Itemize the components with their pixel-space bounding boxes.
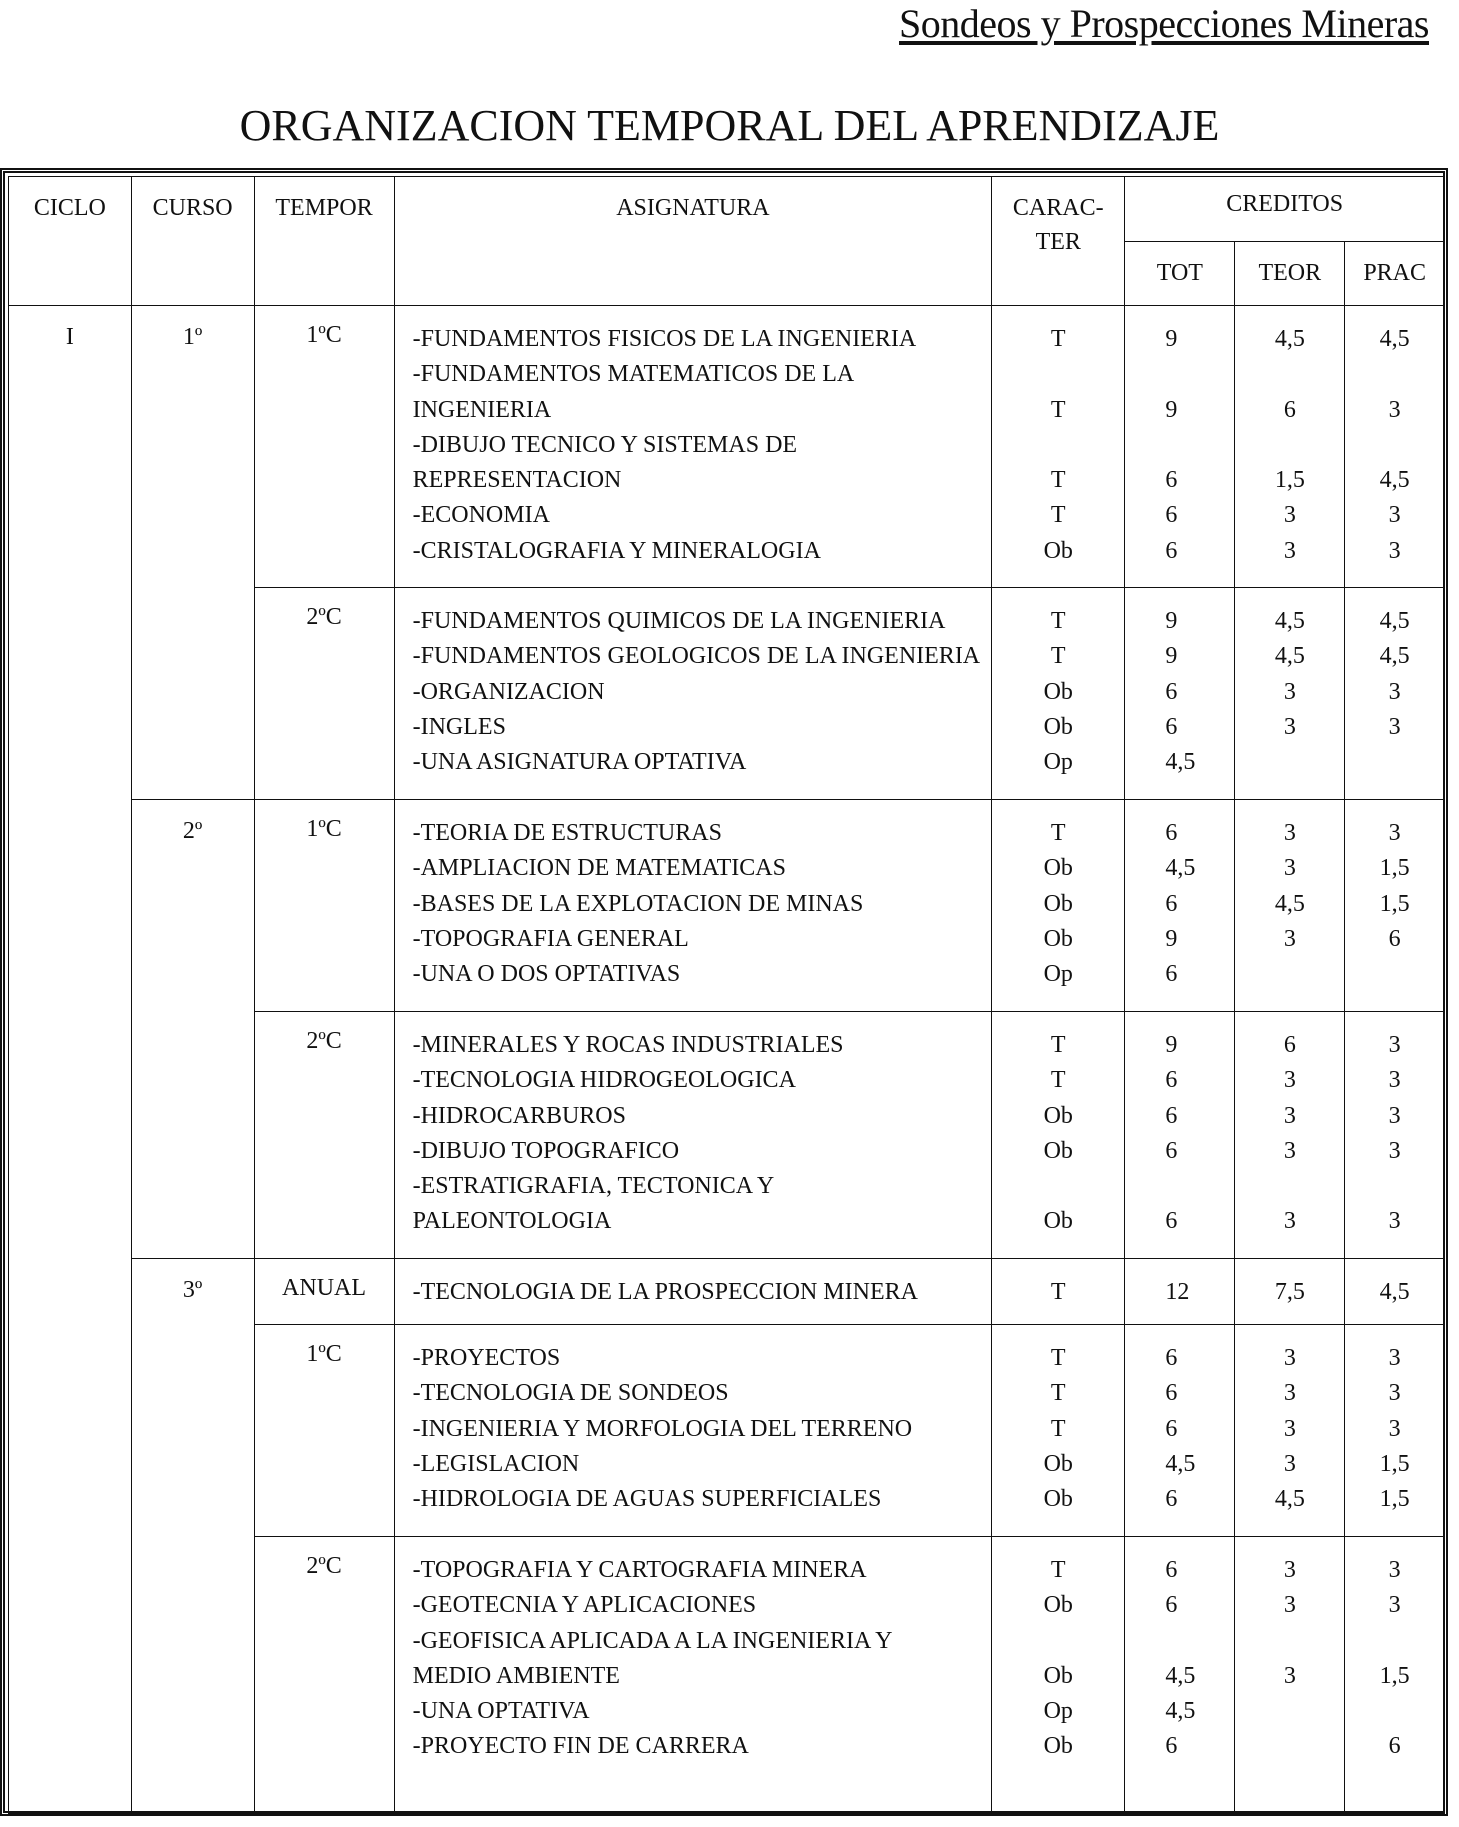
subject-line: -AMPLIACION DE MATEMATICAS [412, 855, 786, 882]
caracter-value: T [1050, 467, 1066, 494]
curso-cell: 1º [131, 306, 254, 800]
teor-value: 3 [1283, 1450, 1296, 1477]
prac-value: 4,5 [1379, 467, 1410, 494]
subject-line: -TECNOLOGIA DE LA PROSPECCION MINERA [412, 1279, 918, 1305]
teor-value [1235, 1694, 1344, 1729]
tot-cell [1125, 1259, 1235, 1325]
tot-value: 12 [1165, 1279, 1190, 1305]
prac-value: 4,5 [1379, 1279, 1410, 1305]
teor-value [1235, 957, 1344, 992]
teor-value: 7,5 [1274, 1279, 1305, 1305]
tot-value: 6 [1165, 1380, 1178, 1407]
caracter-value: Ob [1043, 1733, 1073, 1760]
prac-value: 6 [1388, 925, 1401, 952]
teor-value: 3 [1283, 1662, 1296, 1689]
tot-cell [1125, 800, 1235, 1012]
caracter-value: Ob [1043, 678, 1073, 705]
subject-line: -BASES DE LA EXPLOTACION DE MINAS [412, 890, 864, 917]
caracter-value: T [1050, 502, 1066, 529]
teor-value: 6 [1283, 1032, 1296, 1058]
caracter-value: Ob [1043, 1208, 1073, 1235]
subject-line: -ECONOMIA [412, 502, 550, 529]
teor-cell [1235, 1537, 1345, 1814]
group-row [9, 1259, 1445, 1325]
tempor-cell: ANUAL [254, 1259, 394, 1325]
prac-value: 3 [1388, 1345, 1401, 1371]
prac-value: 1,5 [1379, 1662, 1410, 1689]
caracter-value: Ob [1043, 537, 1073, 564]
prac-cell [1345, 588, 1445, 800]
page-title: ORGANIZACION TEMPORAL DEL APRENDIZAJE [239, 101, 1220, 150]
tempor-cell: 2ºC [254, 588, 394, 800]
caracter-cell [992, 1537, 1125, 1814]
teor-value: 4,5 [1274, 890, 1305, 917]
teor-value: 4,5 [1274, 1486, 1305, 1513]
teor-value [1235, 1169, 1344, 1204]
subject-line: -TOPOGRAFIA GENERAL [412, 925, 689, 952]
caracter-value: T [1050, 1067, 1066, 1094]
prac-value [1345, 1624, 1444, 1659]
teor-value: 3 [1283, 678, 1296, 705]
subject-line: MEDIO AMBIENTE [412, 1662, 620, 1689]
tot-value [1165, 428, 1234, 463]
tot-value: 6 [1165, 1137, 1178, 1164]
caracter-value: Ob [1043, 890, 1073, 917]
schedule-table [8, 176, 1445, 1814]
teor-cell [1235, 800, 1345, 1012]
tot-value: 6 [1165, 678, 1178, 705]
teor-value: 6 [1283, 396, 1296, 423]
ciclo-cell: I [9, 306, 132, 1814]
subject-cell [394, 588, 992, 800]
caracter-cell [992, 1012, 1125, 1259]
prac-value [1345, 1694, 1444, 1729]
tot-value: 4,5 [1165, 855, 1196, 882]
teor-value: 3 [1283, 1345, 1296, 1371]
prac-value: 3 [1388, 1208, 1401, 1235]
subject-line: -FUNDAMENTOS GEOLOGICOS DE LA INGENIERIA [412, 643, 981, 670]
prac-value: 6 [1388, 1733, 1401, 1760]
subject-line: -UNA ASIGNATURA OPTATIVA [412, 749, 747, 776]
tot-value: 6 [1165, 1102, 1178, 1129]
teor-cell [1235, 306, 1345, 588]
col-teor-header: TEOR [1235, 242, 1345, 306]
tot-value: 6 [1165, 890, 1178, 917]
subject-line: -TOPOGRAFIA Y CARTOGRAFIA MINERA [412, 1557, 867, 1583]
prac-value: 3 [1388, 713, 1401, 740]
caracter-value: T [1050, 820, 1066, 846]
teor-cell [1235, 1012, 1345, 1259]
tot-value: 6 [1165, 467, 1178, 494]
subject-line: -PROYECTO FIN DE CARRERA [412, 1733, 749, 1760]
caracter-value: Ob [1043, 1592, 1073, 1619]
tempor-cell: 1ºC [254, 306, 394, 588]
subject-line: -UNA OPTATIVA [412, 1698, 590, 1725]
teor-value: 3 [1283, 1592, 1296, 1619]
prac-value [1345, 428, 1444, 463]
subject-line: -FUNDAMENTOS MATEMATICOS DE LA [412, 361, 855, 388]
subject-cell [394, 1259, 992, 1325]
tempor-cell: 2ºC [254, 1012, 394, 1259]
prac-value: 4,5 [1379, 608, 1410, 634]
subject-line: -UNA O DOS OPTATIVAS [412, 961, 681, 988]
teor-value: 3 [1283, 1067, 1296, 1094]
caracter-value: Ob [1043, 1102, 1073, 1129]
prac-value: 3 [1388, 820, 1401, 846]
tot-cell [1125, 1012, 1235, 1259]
prac-value: 3 [1388, 1592, 1401, 1619]
teor-value: 3 [1283, 1137, 1296, 1164]
teor-value [1235, 357, 1344, 392]
caracter-value: Op [1043, 961, 1073, 988]
tot-value: 6 [1165, 1067, 1178, 1094]
subject-line: -FUNDAMENTOS QUIMICOS DE LA INGENIERIA [412, 608, 946, 634]
caracter-cell [992, 1325, 1125, 1537]
tot-value: 6 [1165, 1486, 1178, 1513]
teor-value: 3 [1283, 1208, 1296, 1235]
prac-value: 3 [1388, 1557, 1401, 1583]
subject-line: -DIBUJO TOPOGRAFICO [412, 1137, 680, 1164]
curso-cell: 2º [131, 800, 254, 1259]
subject-line: -DIBUJO TECNICO Y SISTEMAS DE [412, 431, 798, 458]
caracter-cell [992, 800, 1125, 1012]
teor-cell [1235, 588, 1345, 800]
caracter-value [992, 428, 1124, 463]
teor-value: 3 [1283, 537, 1296, 564]
caracter-value: T [1050, 1380, 1066, 1407]
teor-cell [1235, 1325, 1345, 1537]
tempor-cell: 1ºC [254, 1325, 394, 1537]
caracter-cell [992, 1259, 1125, 1325]
teor-value: 3 [1283, 820, 1296, 846]
tot-value: 9 [1165, 396, 1178, 423]
caracter-line-2: TER [1035, 229, 1081, 255]
tot-value: 6 [1165, 713, 1178, 740]
tot-cell [1125, 1325, 1235, 1537]
tot-value: 4,5 [1165, 1450, 1196, 1477]
prac-value [1345, 357, 1444, 392]
col-creditos-header: CREDITOS [1125, 177, 1445, 242]
tot-value: 6 [1165, 1592, 1178, 1619]
tot-value: 6 [1165, 502, 1178, 529]
tot-value: 6 [1165, 1208, 1178, 1235]
subject-line: -TEORIA DE ESTRUCTURAS [412, 820, 722, 846]
teor-value: 4,5 [1274, 643, 1305, 670]
subject-line: -GEOFISICA APLICADA A LA INGENIERIA Y [412, 1627, 893, 1654]
prac-value [1345, 957, 1444, 992]
subject-line: -INGENIERIA Y MORFOLOGIA DEL TERRENO [412, 1415, 913, 1442]
prac-value: 1,5 [1379, 890, 1410, 917]
subject-line: -ORGANIZACION [412, 678, 605, 705]
tot-value: 6 [1165, 537, 1178, 564]
running-header: Sondeos y Prospecciones Mineras [899, 1, 1429, 46]
teor-value: 3 [1283, 1415, 1296, 1442]
col-prac-header: PRAC [1345, 242, 1445, 306]
tot-value: 6 [1165, 1557, 1178, 1583]
prac-value: 3 [1388, 502, 1401, 529]
caracter-value [992, 357, 1124, 392]
teor-value: 3 [1283, 1557, 1296, 1583]
teor-value: 4,5 [1274, 326, 1305, 352]
tot-value: 4,5 [1165, 1662, 1196, 1689]
teor-cell [1235, 1259, 1345, 1325]
tot-value: 9 [1165, 1032, 1178, 1058]
prac-value: 3 [1388, 678, 1401, 705]
caracter-value: T [1050, 608, 1066, 634]
prac-value: 3 [1388, 537, 1401, 564]
teor-value: 3 [1283, 925, 1296, 952]
subject-line: -CRISTALOGRAFIA Y MINERALOGIA [412, 537, 821, 564]
col-asignatura-header: ASIGNATURA [394, 177, 992, 306]
prac-value: 1,5 [1379, 1450, 1410, 1477]
subject-line: -MINERALES Y ROCAS INDUSTRIALES [412, 1032, 844, 1058]
teor-value: 3 [1283, 713, 1296, 740]
caracter-value: T [1050, 1279, 1066, 1305]
caracter-value [992, 1624, 1124, 1659]
teor-value: 3 [1283, 1102, 1296, 1129]
caracter-value: T [1050, 643, 1066, 670]
prac-cell [1345, 1259, 1445, 1325]
col-ciclo-header: CICLO [9, 177, 132, 306]
subject-line: -TECNOLOGIA DE SONDEOS [412, 1380, 729, 1407]
caracter-value: T [1050, 326, 1066, 352]
tot-value: 9 [1165, 643, 1178, 670]
subject-line: INGENIERIA [412, 396, 552, 423]
caracter-value: Ob [1043, 1137, 1073, 1164]
group-row [9, 306, 1445, 588]
tot-value: 9 [1165, 608, 1178, 634]
col-curso-header: CURSO [131, 177, 254, 306]
prac-value: 3 [1388, 1415, 1401, 1442]
teor-value [1235, 428, 1344, 463]
prac-value: 1,5 [1379, 855, 1410, 882]
caracter-value: T [1050, 396, 1066, 423]
tot-value: 6 [1165, 1345, 1178, 1371]
tot-cell [1125, 1537, 1235, 1814]
caracter-value: T [1050, 1345, 1066, 1371]
tot-value: 9 [1165, 326, 1178, 352]
tot-value: 9 [1165, 925, 1178, 952]
tot-value: 6 [1165, 1415, 1178, 1442]
caracter-value: Op [1043, 749, 1073, 776]
tot-cell [1125, 588, 1235, 800]
subject-line: -ESTRATIGRAFIA, TECTONICA Y [412, 1173, 775, 1200]
tot-cell [1125, 306, 1235, 588]
prac-value: 3 [1388, 396, 1401, 423]
subject-cell [394, 800, 992, 1012]
prac-cell [1345, 800, 1445, 1012]
prac-value: 4,5 [1379, 326, 1410, 352]
caracter-cell [992, 588, 1125, 800]
tot-value: 4,5 [1165, 749, 1196, 776]
caracter-value: T [1050, 1415, 1066, 1442]
teor-value [1235, 1624, 1344, 1659]
tot-value: 6 [1165, 1733, 1178, 1760]
teor-value: 3 [1283, 502, 1296, 529]
tempor-cell: 1ºC [254, 800, 394, 1012]
caracter-value: T [1050, 1557, 1066, 1583]
subject-line: PALEONTOLOGIA [412, 1208, 612, 1235]
teor-value: 1,5 [1274, 467, 1305, 494]
subject-line: -GEOTECNIA Y APLICACIONES [412, 1592, 757, 1619]
prac-cell [1345, 1325, 1445, 1537]
subject-line: REPRESENTACION [412, 467, 622, 494]
prac-cell [1345, 1012, 1445, 1259]
teor-value: 3 [1283, 855, 1296, 882]
tot-value [1165, 1169, 1234, 1204]
subject-line: -LEGISLACION [412, 1450, 580, 1477]
prac-value: 3 [1388, 1102, 1401, 1129]
tot-value: 6 [1165, 961, 1178, 988]
subject-line: -INGLES [412, 713, 506, 740]
tot-value: 6 [1165, 820, 1178, 846]
table-frame [0, 168, 1448, 1816]
subject-line: -TECNOLOGIA HIDROGEOLOGICA [412, 1067, 796, 1094]
prac-cell [1345, 1537, 1445, 1814]
teor-value: 4,5 [1274, 608, 1305, 634]
caracter-value: Ob [1043, 1662, 1073, 1689]
group-row [9, 800, 1445, 1012]
subject-cell [394, 1325, 992, 1537]
caracter-value [992, 1169, 1124, 1204]
prac-value [1345, 745, 1444, 780]
subject-line: -FUNDAMENTOS FISICOS DE LA INGENIERIA [412, 326, 917, 352]
col-caracter-header [992, 177, 1125, 306]
prac-value: 1,5 [1379, 1486, 1410, 1513]
caracter-line-1: CARAC- [1012, 195, 1104, 221]
tempor-cell: 2ºC [254, 1537, 394, 1814]
teor-value: 3 [1283, 1380, 1296, 1407]
header-row [9, 177, 1445, 242]
prac-value: 4,5 [1379, 643, 1410, 670]
caracter-value: Ob [1043, 855, 1073, 882]
subject-line: -PROYECTOS [412, 1345, 561, 1371]
prac-cell [1345, 306, 1445, 588]
tot-value: 4,5 [1165, 1698, 1196, 1725]
caracter-value: Ob [1043, 713, 1073, 740]
col-tempor-header: TEMPOR [254, 177, 394, 306]
prac-value: 3 [1388, 1380, 1401, 1407]
prac-value [1345, 1169, 1444, 1204]
caracter-cell [992, 306, 1125, 588]
subject-cell [394, 1012, 992, 1259]
caracter-value: Op [1043, 1698, 1073, 1725]
teor-value [1235, 745, 1344, 780]
caracter-value: Ob [1043, 925, 1073, 952]
tot-value [1165, 1624, 1234, 1659]
prac-value: 3 [1388, 1137, 1401, 1164]
teor-value [1235, 1729, 1344, 1764]
subject-cell [394, 1537, 992, 1814]
caracter-value: Ob [1043, 1450, 1073, 1477]
subject-cell [394, 306, 992, 588]
caracter-value: Ob [1043, 1486, 1073, 1513]
caracter-value: T [1050, 1032, 1066, 1058]
col-tot-header: TOT [1125, 242, 1235, 306]
curso-cell: 3º [131, 1259, 254, 1814]
prac-value: 3 [1388, 1067, 1401, 1094]
tot-value [1165, 357, 1234, 392]
prac-value: 3 [1388, 1032, 1401, 1058]
subject-line: -HIDROLOGIA DE AGUAS SUPERFICIALES [412, 1486, 882, 1513]
subject-line: -HIDROCARBUROS [412, 1102, 626, 1129]
